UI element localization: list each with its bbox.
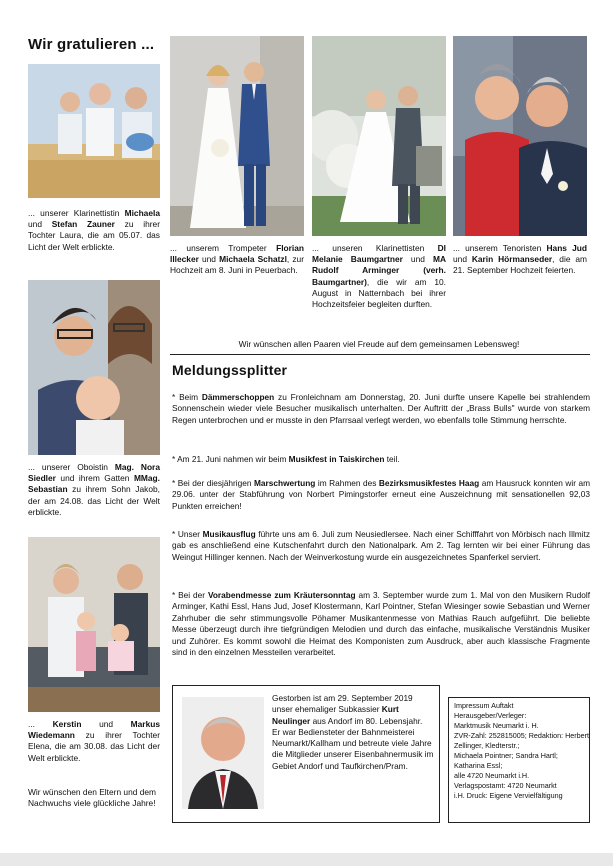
caption-siedler: ... unserer Oboistin Mag. Nora Siedler und ihrem Gatten MMag. Sebastian zu ihrem Sohn Jakob, der am 24.08. das Licht der Welt erblickte. [28,462,160,517]
impressum-line: alle 4720 Neumarkt i.H. [454,771,530,780]
caption-wiedemann-wish: Wir wünschen den Eltern und dem Nachwuchs viele glückliche Jahre! [28,787,157,809]
photo-baumgartner-wedding [312,36,446,236]
photo-siedler-family [28,280,160,455]
photo-jud-couple [453,36,587,236]
couples-wish: Wir wünschen allen Paaren viel Freude auf dem gemeinsamen Lebensweg! [238,339,520,349]
news-item-musikausflug: * Unser Musikausflug führte uns am 6. Juli zum Neusiedlersee. Nach einer Schifffahrt von Mörbisch nach Illmitz gab es anschließend eine Kutschenfahrt durch den Nationalpark. Am 2. Tag lernten wir bei einer Führung das Weingut Hillinger kennen. Nach der Weinverkostung wurde ein ausgezeichnetes Spanferkel serviert. [172,529,590,562]
photo-zauner-family [28,64,160,198]
caption-baumgartner: ... unseren Klarinettisten DI Melanie Baumgartner und MA Rudolf Arminger (verh. Baumgartner), die wir am 10. August in Natternbach bei ihrer Hochzeitsfeier begleiten durften. [312,243,446,310]
impressum-line: Herausgeber/Verleger: [454,711,527,720]
news-item-musikfest: * Am 21. Juni nahmen wir beim Musikfest in Taiskirchen teil. [172,454,400,464]
obituary-text: Gestorben ist am 29. September 2019 unser ehemaliger Subkassier Kurt Neulinger aus Andorf im 80. Lebensjahr. Er war Bediensteter der Bahnmeisterei Neumarkt/Kallham und betreute viele Jahre die Mitglieder unserer Eisenbahnermusik im Gebiet Andorf und Taufkirchen/Pram. [272,693,434,771]
caption-jud: ... unserem Tenoristen Hans Jud und Karin Hörmanseder, die am 21. September Hochzeit feierten. [453,243,587,276]
impressum-line: i.H. Druck: Eigene Vervielfältigung [454,791,563,800]
page-heading: Wir gratulieren ... [28,36,155,53]
impressum-line: ZVR-Zahl: 252815005; Redaktion: Herbert Zellinger, Kledterstr.; [454,731,590,750]
impressum-line: Verlagspostamt: 4720 Neumarkt [454,781,557,790]
news-item-marschwertung: * Bei der diesjährigen Marschwertung im Rahmen des Bezirksmusikfestes Haag am Hausruck konnten wir am 29.06. unter der Stabführung von Norbert Pimingstorfer erneut eine Auszeichnung mit sensationellen 92,03 Punkten erreichen! [172,478,590,511]
impressum-line: Impressum Auftakt [454,701,514,710]
section-title: Meldungssplitter [172,362,288,378]
photo-wiedemann-family [28,537,160,712]
impressum-line: Marktmusik Neumarkt i. H. [454,721,539,730]
impressum-line: Michaela Pointner; Sandra Hartl; [454,751,558,760]
news-item-kraeutersonntag: * Bei der Vorabendmesse zum Kräutersonntag am 3. September wurde zum 1. Mal von den Musikern Rudolf Arminger, Kathi Essl, Hans Jud, Josef Klostermann, Karl Pointner, Stefan Wiesinger sowie Sebastian und Werner Zahrhuber die sehr stimmungsvolle Pöhamer Musikantenmesse von Mathias Rauch aufgeführt. Die beliebte Messe überzeugt durch ihre tiefgründigen Melodien und durch das einfache, musikalische Verständnis Musiker und Zuhörer. Es kommt sowohl die Heimat des Komponisten zum Ausdruck, aber auch klassische Fragmente sind in den einzelnen Messteilen verarbeitet. [172,590,591,658]
impressum-line: Katharina Essl; [454,761,503,770]
section-divider [170,354,590,355]
photo-kurt-neulinger [182,697,264,809]
news-item-daemmerschoppen: * Beim Dämmerschoppen zu Fronleichnam am Donnerstag, 20. Juni durfte unsere Kapelle bei strahlendem Sonnenschein wieder viele Besucher musikalisch unterhalten. Der Auftritt der „Brass Bulls" wurde von starkem Regen unterbrochen und er musste in den Pfarrsaal verlegt werden, wo ebenfalls tolle Stimmung herrschte. [172,392,590,425]
caption-wiedemann: ... Kerstin und Markus Wiedemann zu ihrer Tochter Elena, die am 30.08. das Licht der Welt erblickte. [28,719,160,763]
page-footer-band [0,853,613,866]
photo-illecker-wedding [170,36,304,236]
caption-zauner: ... unserer Klarinettistin Michaela und Stefan Zauner zu ihrer Tochter Laura, die am 05.07. das Licht der Welt erblickte. [28,208,160,252]
caption-illecker: ... unserem Trompeter Florian Illecker und Michaela Schatzl, zur Hochzeit am 8. Juni in Peuerbach. [170,243,304,276]
impressum [454,701,590,801]
